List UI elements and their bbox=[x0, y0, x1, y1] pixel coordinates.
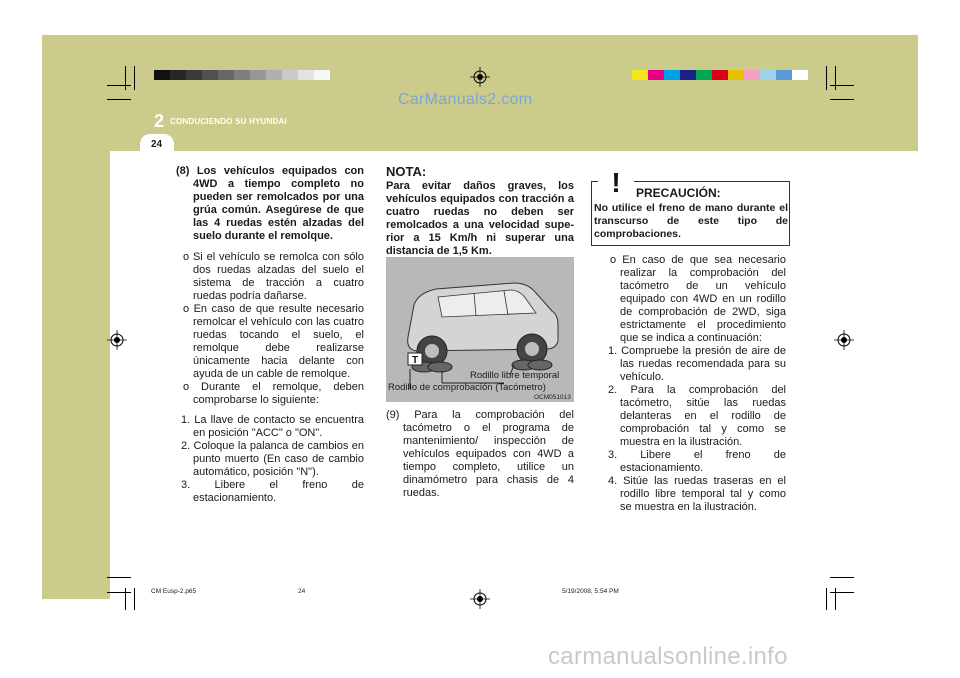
crop-mark bbox=[125, 66, 126, 90]
calibration-swatch bbox=[728, 70, 744, 80]
crop-mark bbox=[830, 99, 854, 100]
right-step-1: 1. Compruebe la presión de aire de las ruedas recomendada para su vehículo. bbox=[608, 345, 786, 383]
svg-text:T: T bbox=[411, 355, 419, 366]
right-step-3: 3. Libere el freno de estacionamiento. bbox=[608, 449, 786, 474]
left-step-2: 2. Coloque la palanca de cambios en punto muerto (En caso de cambio automático, posición "N"). bbox=[181, 440, 364, 478]
calibration-swatch bbox=[664, 70, 680, 80]
calibration-swatch bbox=[760, 70, 776, 80]
calibration-swatch bbox=[648, 70, 664, 80]
calibration-swatch bbox=[696, 70, 712, 80]
calibration-swatch bbox=[314, 70, 330, 80]
crop-mark bbox=[134, 588, 135, 610]
calibration-swatch bbox=[712, 70, 728, 80]
left-column bbox=[176, 165, 364, 505]
footer-file: CM Eusp-2.p65 bbox=[151, 588, 197, 595]
calibration-swatch bbox=[234, 70, 250, 80]
calibration-swatch bbox=[632, 70, 648, 80]
color-calibration-bar bbox=[632, 70, 808, 80]
left-step-3: 3. Libere el freno de estacionamiento. bbox=[181, 479, 364, 504]
calibration-swatch bbox=[680, 70, 696, 80]
chapter-number: 2 bbox=[154, 111, 165, 131]
registration-mark-icon bbox=[107, 330, 127, 350]
crop-mark bbox=[826, 588, 827, 610]
crop-mark bbox=[107, 592, 131, 593]
crop-mark bbox=[125, 588, 126, 610]
crop-mark bbox=[107, 577, 131, 578]
crop-mark bbox=[835, 66, 836, 90]
precaucion-title: PRECAUCIÓN: bbox=[636, 186, 721, 200]
exclamation-icon bbox=[596, 164, 636, 198]
label-test-roller: Rodillo de comprobación (Tacómetro) bbox=[388, 382, 546, 393]
crop-mark bbox=[830, 85, 854, 86]
registration-mark-icon bbox=[834, 330, 854, 350]
page-number: 24 bbox=[151, 139, 163, 150]
footer-page: 24 bbox=[298, 588, 306, 595]
precaucion-text: No utilice el freno de mano durante el transcurso de este tipo de comprobaciones. bbox=[594, 202, 788, 240]
calibration-swatch bbox=[776, 70, 792, 80]
calibration-swatch bbox=[298, 70, 314, 80]
item-9-block bbox=[386, 409, 574, 500]
site-watermark[interactable]: CarManuals2.com bbox=[398, 91, 533, 108]
crop-mark bbox=[830, 577, 854, 578]
right-sub-1: o En caso de que sea necesario realizar la comprobación del tacómetro de un vehículo equipado con 4WD en un rodillo de comprobación de 2WD, siga estrictamente el procedimiento que se indica a continuación: bbox=[610, 254, 786, 344]
crop-mark bbox=[830, 592, 854, 593]
item-8: (8) Los vehículos equipados con 4WD a tiempo completo no pueden ser remolcados por una grúa común. Asegúrese de que las 4 ruedas estén alzadas del suelo durante el remolque. bbox=[176, 165, 364, 242]
calibration-swatch bbox=[218, 70, 234, 80]
right-column bbox=[603, 254, 786, 514]
calibration-swatch bbox=[186, 70, 202, 80]
calibration-swatch bbox=[744, 70, 760, 80]
registration-mark-icon bbox=[470, 67, 490, 87]
figure-code: OCM051013 bbox=[534, 394, 571, 401]
calibration-swatch bbox=[792, 70, 808, 80]
calibration-swatch bbox=[282, 70, 298, 80]
grayscale-calibration-bar bbox=[154, 70, 330, 80]
right-step-2: 2. Para la comprobación del tacómetro, sitúe las ruedas delanteras en el rodillo de comprobación tal y como se muestra en la ilustración. bbox=[608, 384, 786, 448]
left-step-1: 1. La llave de contacto se encuentra en posición "ACC" o "ON". bbox=[181, 414, 364, 439]
left-sub-2: o En caso de que resulte necesario remolcar el vehículo con las cuatro ruedas tocando el suelo, el remolque debe realizarse únicamente hacia delante con ayuda de un cable de remolque. bbox=[183, 303, 364, 380]
chapter-title: CONDUCIENDO SU HYUNDAI bbox=[170, 117, 287, 126]
registration-mark-icon bbox=[470, 589, 490, 609]
footer-date: 5/19/2008, 5:54 PM bbox=[562, 588, 619, 595]
dynamometer-figure bbox=[386, 257, 574, 402]
crop-mark bbox=[107, 85, 131, 86]
right-step-4: 4. Sitúe las ruedas traseras en el rodillo libre temporal tal y como se muestra en la ilustración. bbox=[608, 475, 786, 513]
calibration-swatch bbox=[170, 70, 186, 80]
crop-mark bbox=[107, 99, 131, 100]
crop-mark bbox=[134, 66, 135, 90]
crop-mark bbox=[835, 588, 836, 610]
nota-block bbox=[386, 165, 574, 258]
left-sub-3: o Durante el remolque, deben comprobarse lo siguiente: bbox=[183, 381, 364, 406]
left-sub-1: o Si el vehículo se remolca con sólo dos ruedas alzadas del suelo el sistema de tracción a cuatro ruedas podría dañarse. bbox=[183, 251, 364, 302]
nota-title: NOTA: bbox=[386, 164, 427, 179]
label-free-roller: Rodillo libre temporal bbox=[470, 370, 560, 381]
nota-text: Para evitar daños graves, los vehículos equipados con tracción a cuatro ruedas no deben ser remolcados a una velocidad supe- rior a 15 Km/h ni superar una distancia de 1,5 Km. bbox=[386, 180, 574, 257]
calibration-swatch bbox=[154, 70, 170, 80]
item-9: (9) Para la comprobación del tacómetro o el programa de mantenimiento/ inspección de vehículos equipados con 4WD a tiempo completo, utilice un dinamómetro para chasis de 4 ruedas. bbox=[386, 409, 574, 499]
calibration-swatch bbox=[202, 70, 218, 80]
calibration-swatch bbox=[250, 70, 266, 80]
svg-text:!: ! bbox=[611, 167, 621, 198]
calibration-swatch bbox=[266, 70, 282, 80]
crop-mark bbox=[826, 66, 827, 90]
brand-watermark[interactable]: carmanualsonline.info bbox=[548, 643, 788, 670]
